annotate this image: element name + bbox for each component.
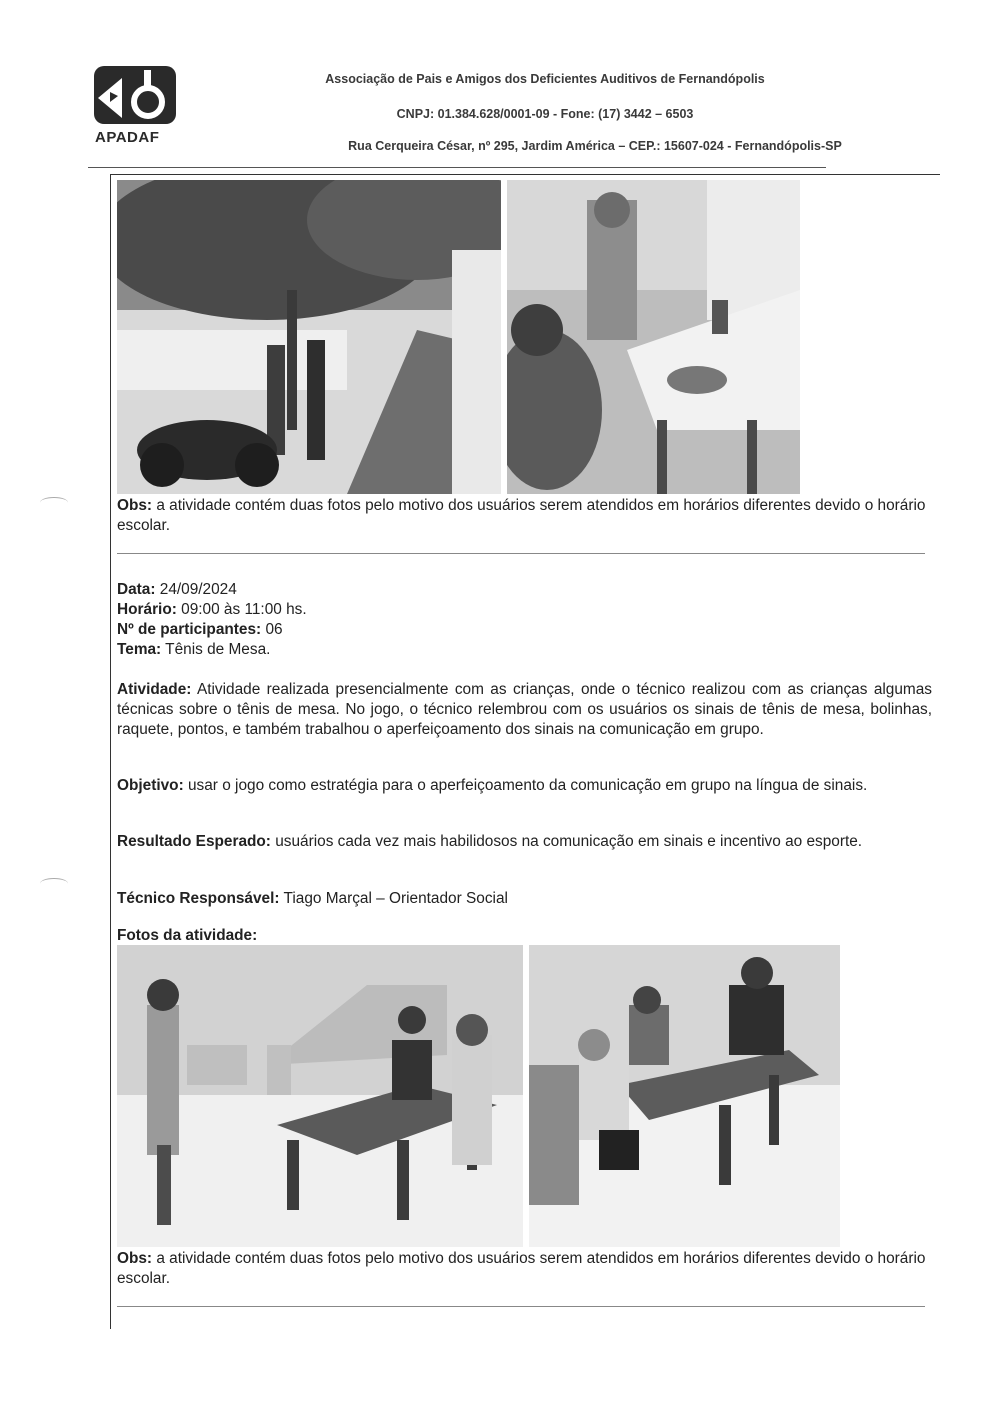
objective — [117, 776, 932, 796]
responsible-technician — [117, 889, 932, 909]
obs-text: a atividade contém duas fotos pelo motivo dos usuários serem atendidos em horários diferentes devido o horário escolar. — [117, 497, 926, 534]
technician-value: Tiago Marçal – Orientador Social — [279, 890, 508, 907]
expected-result — [117, 832, 932, 852]
obs-label: Obs: — [117, 497, 153, 514]
photos-label: Fotos da atividade: — [117, 927, 258, 944]
activity-text: Atividade realizada presencialmente com as crianças, onde o técnico realizou com as crianças algumas técnicas sobre o tênis de mesa. No jogo, o técnico relembrou com os usuários os sinais de tênis de mesa, bolinhas, raquete, pontos, e também trabalhou o aperfeiçoamento dos sinais na comunicação em grupo. — [117, 681, 932, 738]
org-name: Associação de Pais e Amigos dos Deficientes Auditivos de Fernandópolis — [325, 72, 765, 86]
apadaf-logo-icon — [92, 64, 178, 126]
obs-text: a atividade contém duas fotos pelo motivo dos usuários serem atendidos em horários diferentes devido o horário escolar. — [117, 1250, 926, 1287]
frame-left-border — [110, 174, 111, 1329]
photo-outdoor-street-trees — [117, 180, 501, 494]
date-label: Data: — [117, 581, 156, 598]
expected-result-text: usuários cada vez mais habilidosos na comunicação em sinais e incentivo ao esporte. — [270, 833, 863, 850]
header-divider — [88, 167, 826, 168]
activity-description — [117, 680, 932, 740]
date-value: 24/09/2024 — [155, 581, 237, 598]
time-value: 09:00 às 11:00 hs. — [176, 601, 307, 618]
scan-mark — [40, 878, 68, 889]
apadaf-logo — [92, 64, 182, 146]
objective-text: usar o jogo como estratégia para o aperfeiçoamento da comunicação em grupo na língua de sinais. — [183, 777, 868, 794]
date-line — [117, 580, 932, 600]
objective-label: Objetivo: — [117, 777, 184, 794]
section-divider — [117, 553, 925, 554]
frame-top-border — [110, 174, 940, 175]
time-label: Horário: — [117, 601, 177, 618]
cnpj-phone: CNPJ: 01.384.628/0001-09 - Fone: (17) 3442 – 6503 — [396, 107, 694, 121]
participants-label: Nº de participantes: — [117, 621, 262, 638]
obs-label: Obs: — [117, 1250, 153, 1267]
photo-children-at-table — [507, 180, 800, 494]
photo-table-tennis-boy — [529, 945, 840, 1247]
theme-label: Tema: — [117, 641, 162, 658]
time-line — [117, 600, 932, 620]
activity-label: Atividade: — [117, 681, 192, 698]
activity-meta — [117, 580, 932, 660]
scan-mark — [40, 497, 68, 508]
obs-note-2 — [117, 1249, 932, 1289]
participants-line — [117, 620, 932, 640]
address: Rua Cerqueira César, nº 295, Jardim América – CEP.: 15607-024 - Fernandópolis-SP — [348, 139, 842, 153]
participants-value: 06 — [261, 621, 283, 638]
logo-text: APADAF — [95, 129, 160, 146]
technician-label: Técnico Responsável: — [117, 890, 280, 907]
activity-photos-heading — [117, 926, 932, 946]
obs-note-1 — [117, 496, 932, 536]
photo-table-tennis-group — [117, 945, 523, 1247]
theme-line — [117, 640, 932, 660]
section-divider — [117, 1306, 925, 1307]
theme-value: Tênis de Mesa. — [161, 641, 271, 658]
expected-result-label: Resultado Esperado: — [117, 833, 271, 850]
